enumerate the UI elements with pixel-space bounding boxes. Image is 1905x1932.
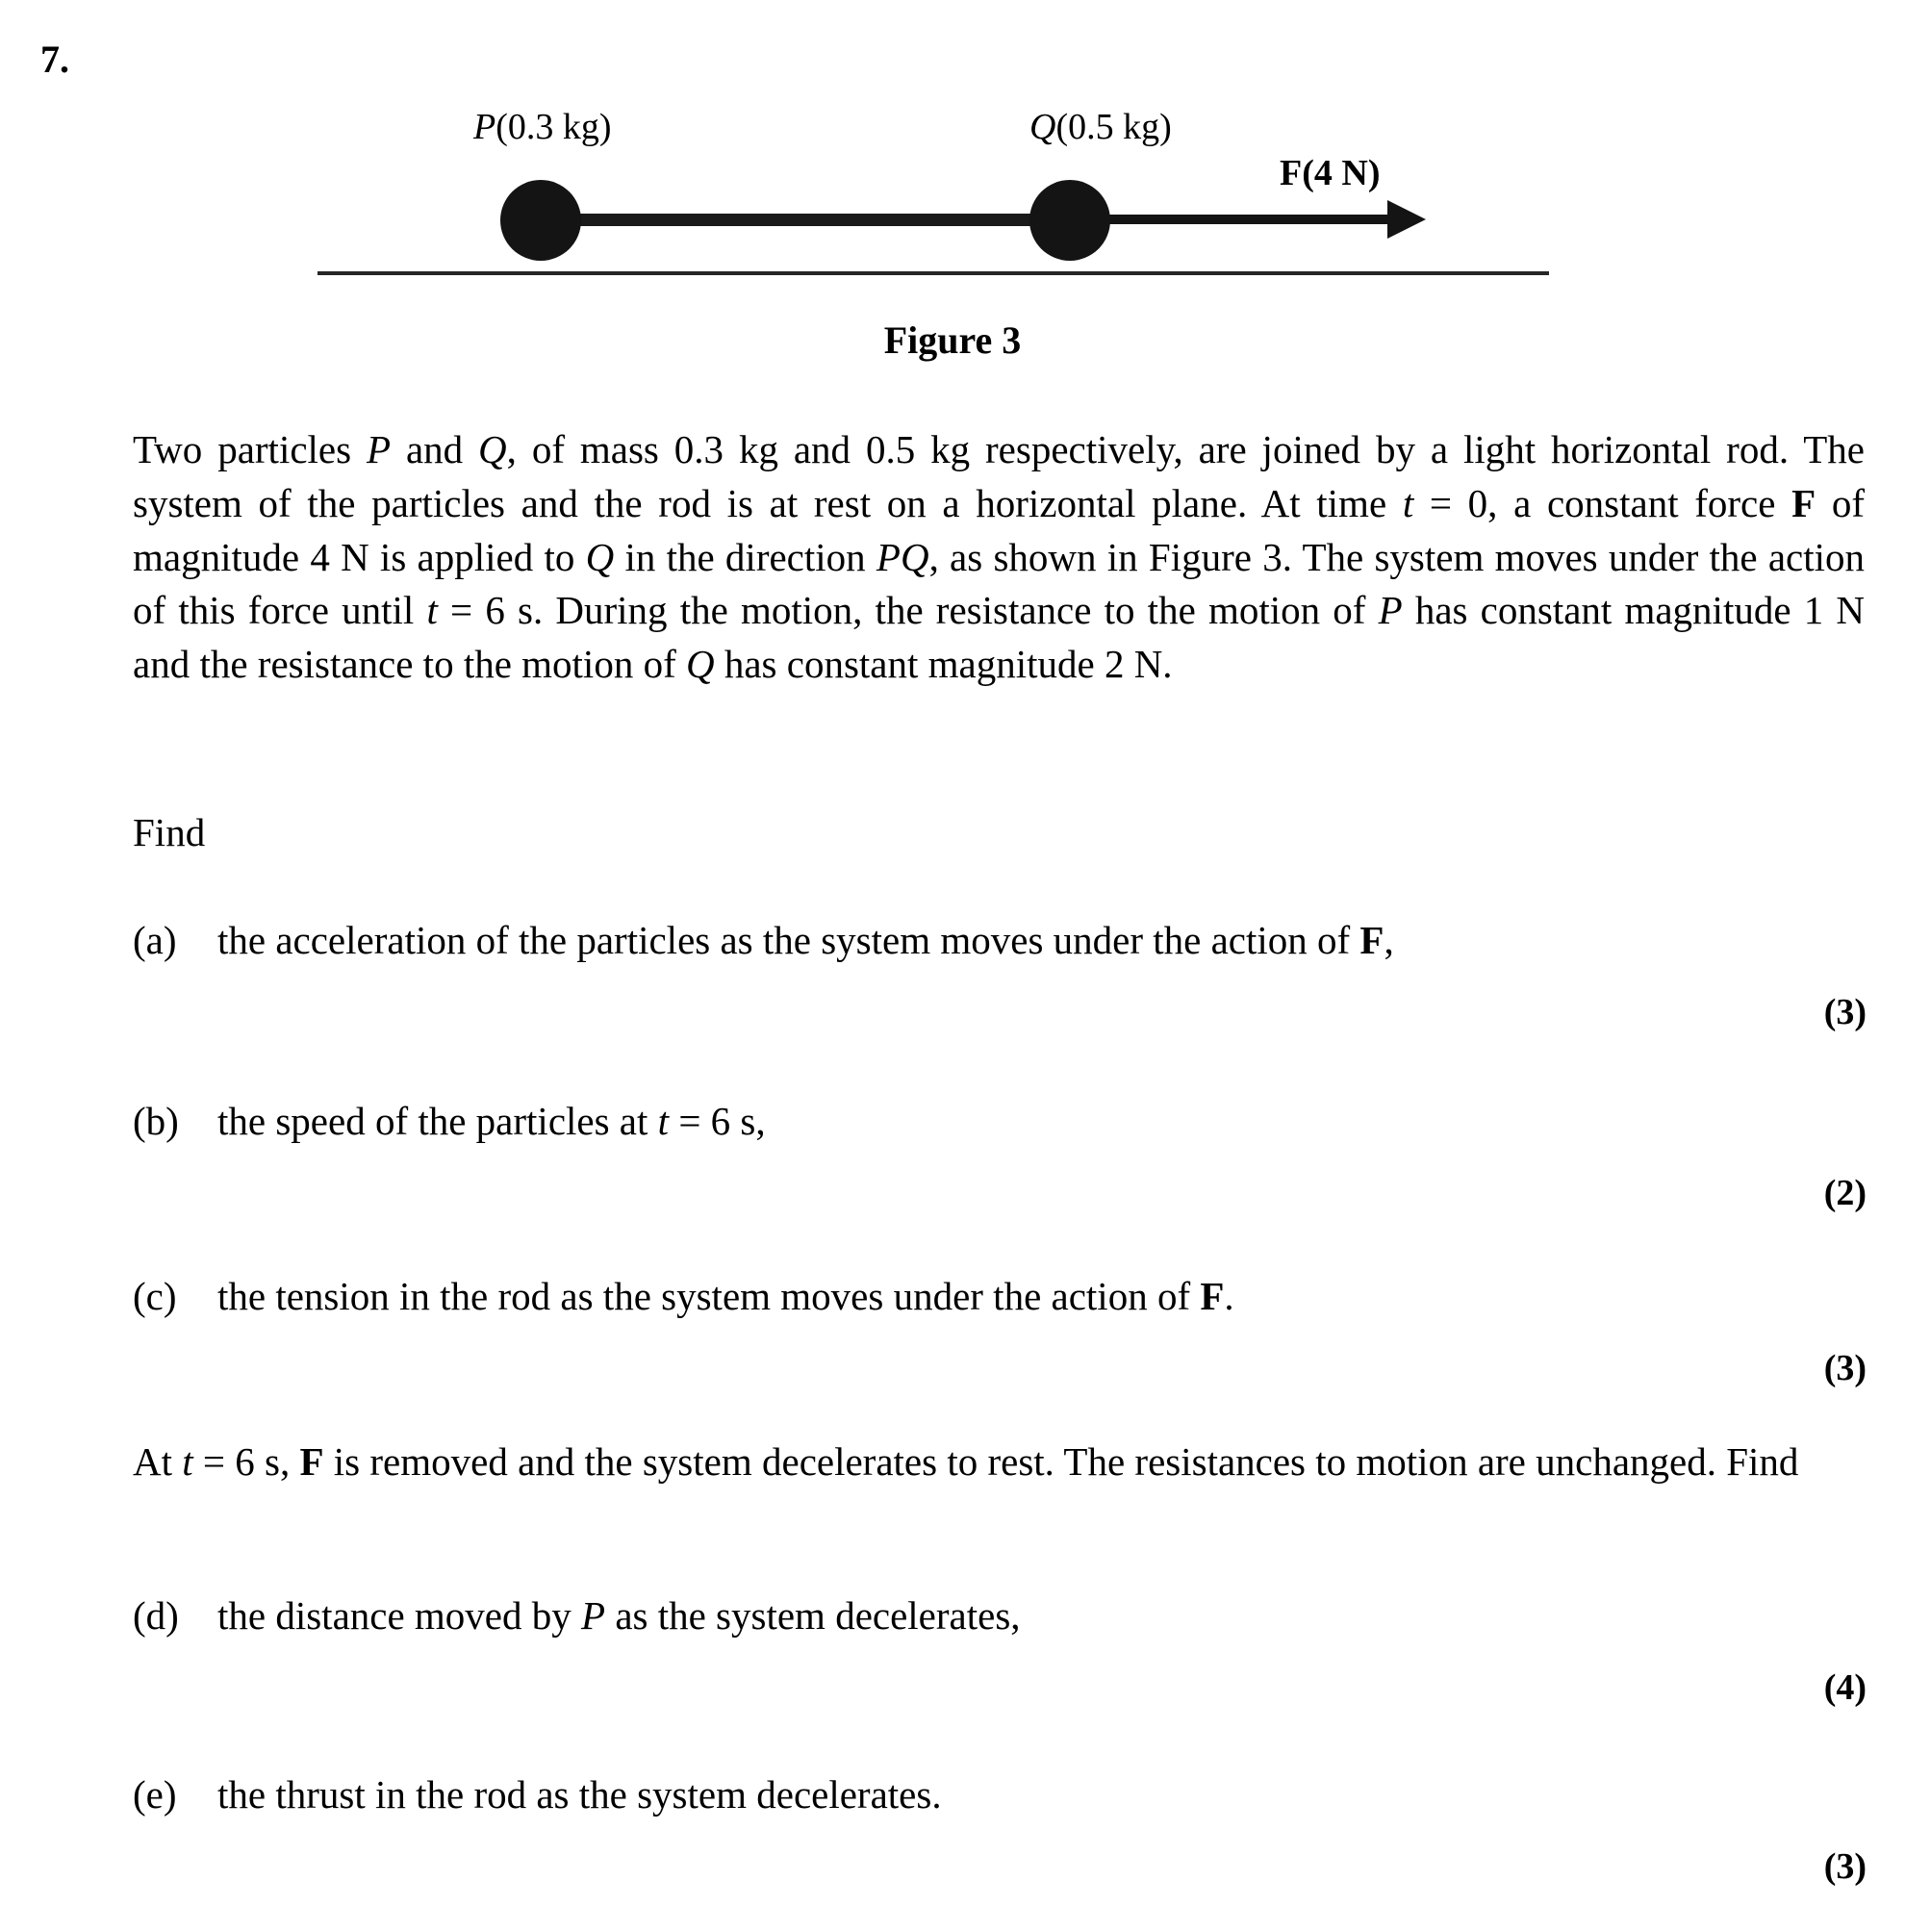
part-e-marks: (3) (1823, 1846, 1867, 1887)
ground-line (318, 271, 1549, 275)
question-number: 7. (40, 38, 69, 81)
part-a-tag: (a) (133, 918, 177, 962)
question-paragraph-1: Two particles P and Q, of mass 0.3 kg and 0.5 kg respectively, are joined by a light horizontal rod. The system of the particles and the rod is at rest on a horizontal plane. At time t = 0, a constant force F of magnitude 4 N is applied to Q in the direction PQ, as shown in Figure 3. The system moves under the action of this force until t = 6 s. During the motion, the resistance to the motion of P has constant magnitude 1 N and the resistance to the motion of Q has constant magnitude 2 N. (133, 427, 1866, 686)
part-b-tag: (b) (133, 1099, 179, 1143)
figure-diagram (318, 106, 1588, 308)
part-c-marks: (3) (1823, 1348, 1867, 1388)
figure-caption: Figure 3 (883, 318, 1022, 362)
question-part-c: (c) the tension in the rod as the system moves under the action of F. (133, 1270, 1865, 1324)
part-e-text: the thrust in the rod as the system decelerates. (217, 1772, 942, 1817)
particle-p (500, 180, 581, 261)
question-part-d: (d) the distance moved by P as the system decelerates, (133, 1589, 1865, 1643)
question-part-a: (a) the acceleration of the particles as the system moves under the action of F, (133, 914, 1865, 968)
find-label: Find (133, 810, 206, 854)
part-d-marks: (4) (1823, 1667, 1867, 1708)
rod-connector (546, 214, 1084, 226)
figure-label-q: Q(0.5 kg) (1029, 107, 1172, 147)
question-part-b: (b) the speed of the particles at t = 6 s, (133, 1095, 1865, 1149)
figure-label-p: P(0.3 kg) (473, 107, 612, 147)
part-c-tag: (c) (133, 1274, 177, 1318)
figure-label-force: F(4 N) (1280, 153, 1381, 193)
question-paragraph-2: At t = 6 s, F is removed and the system decelerates to rest. The resistances to motion are unchanged. Find (133, 1439, 1799, 1484)
question-part-e (133, 1768, 1865, 1822)
force-arrow-line (1087, 215, 1395, 224)
part-a-marks: (3) (1823, 992, 1867, 1032)
part-b-marks: (2) (1823, 1173, 1867, 1213)
part-d-tag: (d) (133, 1593, 179, 1638)
part-e-tag: (e) (133, 1772, 177, 1817)
force-arrow-head-icon (1387, 200, 1426, 239)
